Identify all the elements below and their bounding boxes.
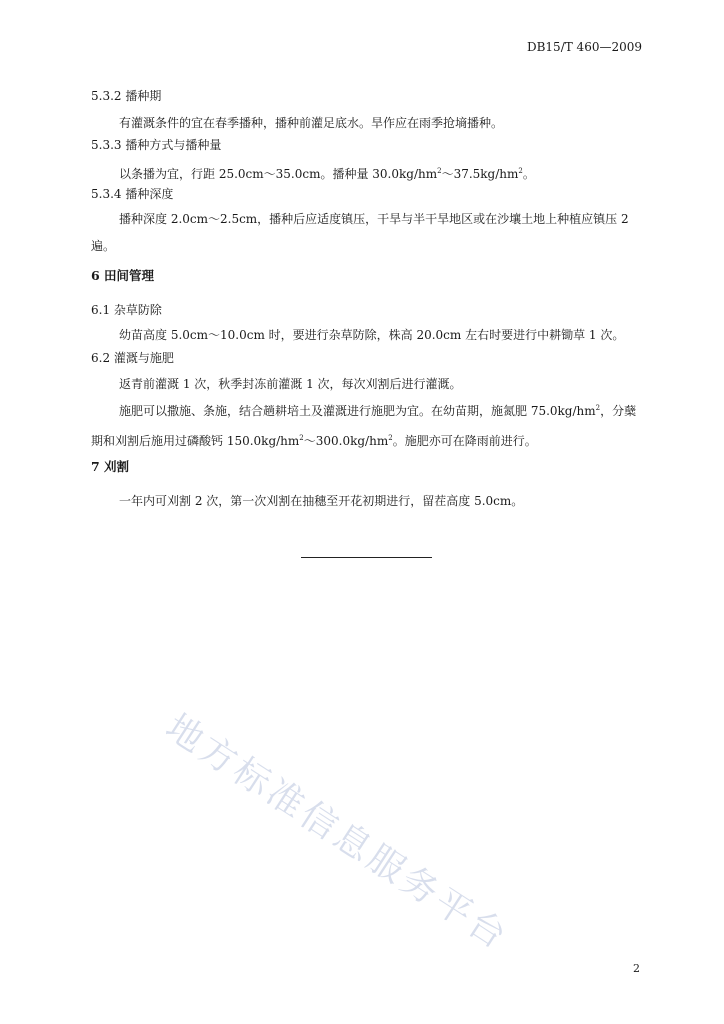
watermark: 地方标准信息服务平台 xyxy=(158,706,517,959)
document-code: DB15/T 460—2009 xyxy=(526,40,642,54)
section-5-3-2-title: 5.3.2 播种期 xyxy=(91,89,162,103)
section-6-2-title: 6.2 灌溉与施肥 xyxy=(91,351,174,365)
section-5-3-2-text: 有灌溉条件的宜在春季播种，播种前灌足底水。旱作应在雨季抢墒播种。 xyxy=(119,116,504,130)
section-6-heading: 6 田间管理 xyxy=(91,268,155,283)
end-rule xyxy=(301,557,432,558)
section-5-3-3-text: 以条播为宜，行距 25.0cm～35.0cm。播种量 $30.0kg/hm^2\sim 37.5kg/hm^2$。 xyxy=(119,167,535,181)
section-5-3-3-title: 5.3.3 播种方式与播种量 xyxy=(91,138,222,152)
page-number: 2 xyxy=(633,962,640,975)
section-6-1-text: 幼苗高度 5.0cm～10.0cm 时，要进行杂草防除，株高 20.0cm 左右时要进行中耕锄草 1 次。 xyxy=(119,328,625,342)
section-5-3-4-text: 播种深度 2.0cm～2.5cm，播种后应适度镇压，干旱与半干旱地区或在沙壤土地上种植应镇压 2 遍。 xyxy=(91,212,629,253)
section-7-text: 一年内可刈割 2 次，第一次刈割在抽穗至开花初期进行，留茬高度 5.0cm。 xyxy=(119,494,524,508)
section-7-heading: 7 刈割 xyxy=(91,459,130,474)
section-6-1-title: 6.1 杂草防除 xyxy=(91,303,162,317)
section-5-3-4-title: 5.3.4 播种深度 xyxy=(91,187,174,201)
section-6-2-text-2: 施肥可以撒施、条施，结合趟耕培土及灌溉进行施肥为宜。在幼苗期，施氮肥 $75.0kg/hm^2$，分蘖期和刈割后施用过磷酸钙 $150.0kg/hm^2\sim 300.0kg/hm^2$。施肥亦可在降雨前进行。 xyxy=(91,404,637,448)
section-6-2-text-1: 返青前灌溉 1 次，秋季封冻前灌溉 1 次，每次刈割后进行灌溉。 xyxy=(119,377,462,391)
